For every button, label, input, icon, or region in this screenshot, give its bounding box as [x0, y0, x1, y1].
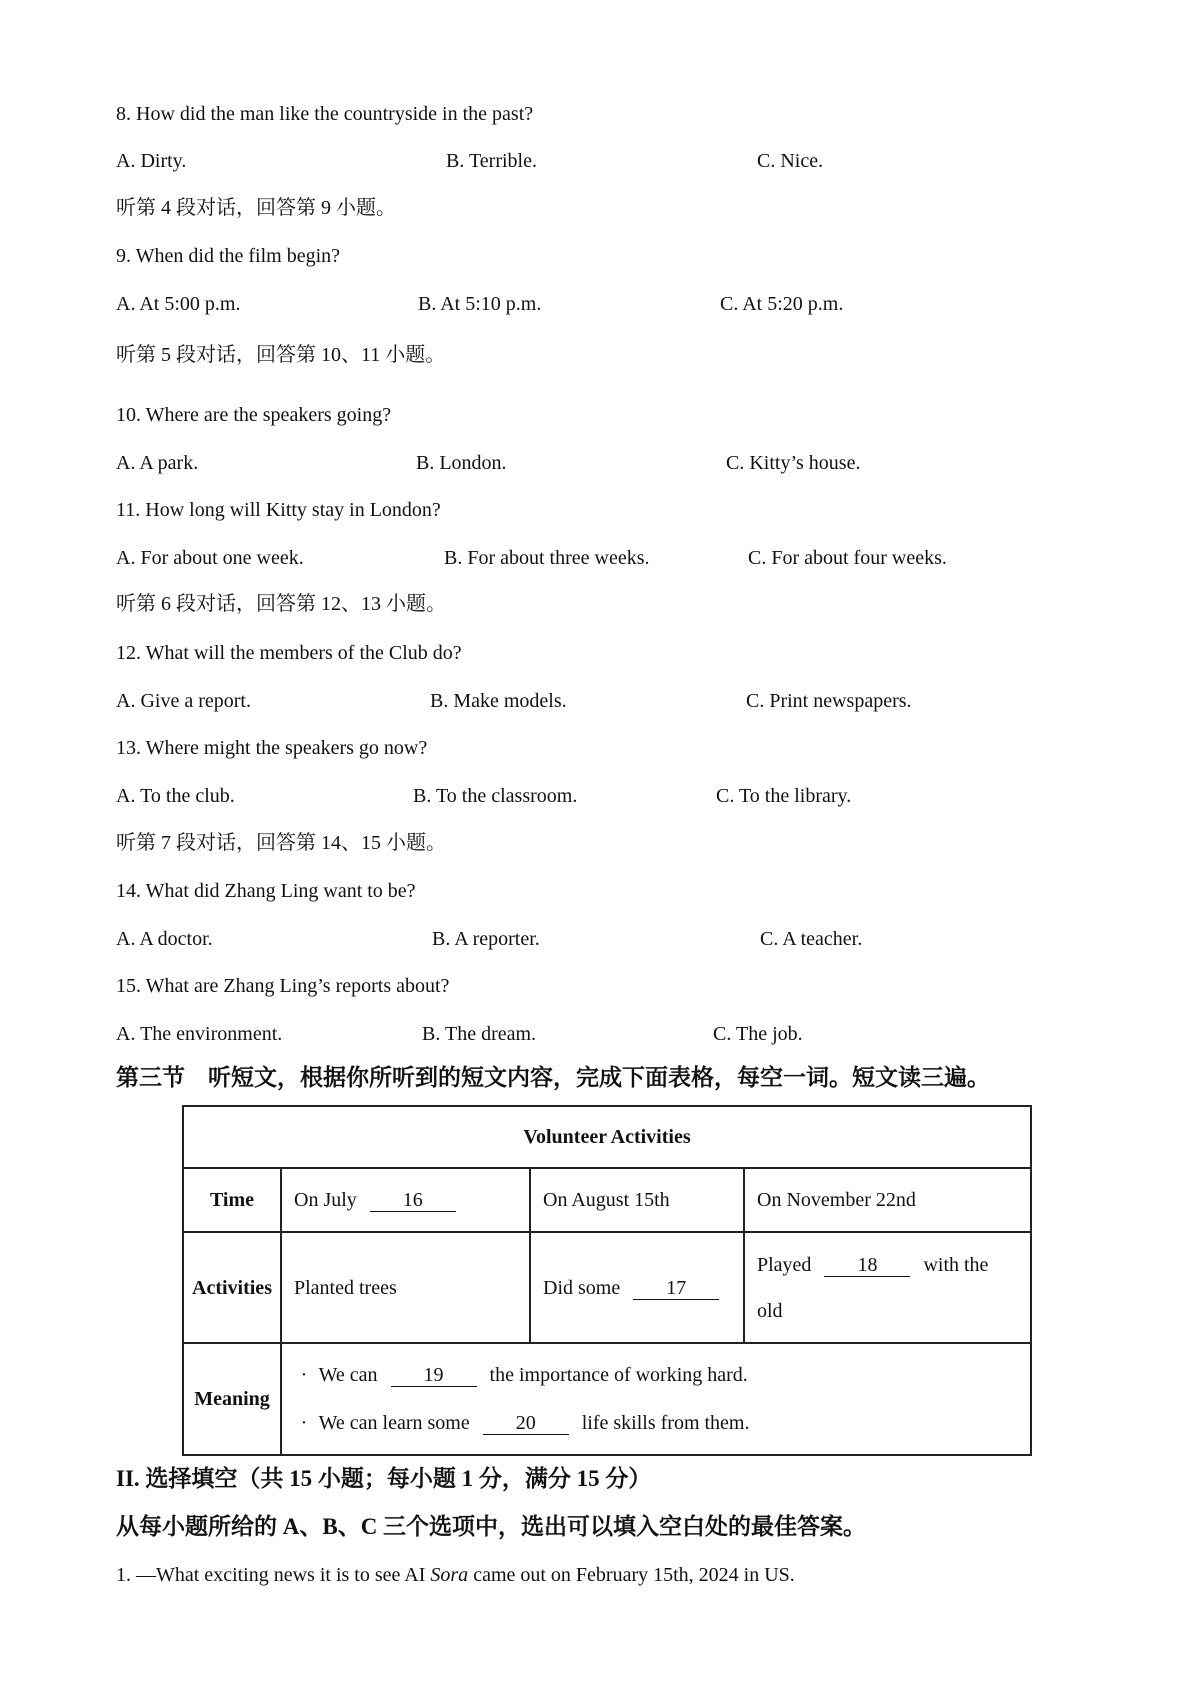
question-10: 10. Where are the speakers going? — [116, 404, 392, 426]
section-3-heading: 第三节 听短文，根据你所听到的短文内容，完成下面表格，每空一词。短文读三遍。 — [116, 1065, 990, 1090]
dialog-6-instruction: 听第 6 段对话，回答第 12、13 小题。 — [116, 593, 446, 615]
part-2-instruction: 从每小题所给的 A、B、C 三个选项中，选出可以填入空白处的最佳答案。 — [116, 1514, 867, 1539]
activity-3-suffix: with the — [923, 1253, 989, 1276]
dialog-5-instruction: 听第 5 段对话，回答第 10、11 小题。 — [116, 344, 446, 366]
q11-option-c: C. For about four weeks. — [748, 547, 947, 569]
q8-option-c: C. Nice. — [757, 150, 824, 172]
q10-option-c: C. Kitty’s house. — [726, 452, 861, 474]
q11-option-a: A. For about one week. — [116, 547, 304, 569]
bullet-2: · — [300, 1412, 308, 1434]
activity-cell-1: Planted trees — [281, 1232, 530, 1343]
activity-3-line-2: old — [757, 1299, 783, 1322]
q1-suffix: came out on February 15th, 2024 in US. — [468, 1564, 795, 1586]
time-1-prefix: On July — [294, 1189, 357, 1211]
q8-option-b: B. Terrible. — [446, 150, 537, 172]
activity-cell-3 — [744, 1232, 1031, 1343]
blank-18: 18 — [824, 1254, 910, 1277]
blank-16: 16 — [370, 1189, 456, 1212]
question-14: 14. What did Zhang Ling want to be? — [116, 880, 416, 902]
time-cell-2: On August 15th — [530, 1168, 744, 1232]
meaning-2-prefix: We can learn some — [318, 1412, 470, 1434]
meaning-2-suffix: life skills from them. — [581, 1412, 750, 1434]
question-1 — [116, 1563, 795, 1587]
question-15: 15. What are Zhang Ling’s reports about? — [116, 975, 450, 997]
dialog-7-instruction: 听第 7 段对话，回答第 14、15 小题。 — [116, 832, 446, 854]
q15-option-c: C. The job. — [713, 1023, 803, 1045]
q9-option-b: B. At 5:10 p.m. — [418, 293, 542, 315]
q14-option-c: C. A teacher. — [760, 928, 863, 950]
bullet-1: · — [300, 1364, 308, 1386]
question-8: 8. How did the man like the countryside in the past? — [116, 103, 534, 125]
blank-19: 19 — [391, 1364, 477, 1387]
activity-3-prefix: Played — [757, 1253, 812, 1276]
q14-option-b: B. A reporter. — [432, 928, 540, 950]
q9-option-a: A. At 5:00 p.m. — [116, 293, 241, 315]
q11-option-b: B. For about three weeks. — [444, 547, 650, 569]
row-header-time: Time — [183, 1168, 281, 1232]
meaning-cell — [281, 1343, 1031, 1455]
q12-option-a: A. Give a report. — [116, 690, 251, 712]
meaning-line-1 — [294, 1351, 1018, 1399]
row-header-activities: Activities — [183, 1232, 281, 1343]
q1-prefix: 1. —What exciting news it is to see AI — [116, 1564, 431, 1586]
q10-option-a: A. A park. — [116, 452, 199, 474]
q12-option-b: B. Make models. — [430, 690, 567, 712]
meaning-line-2 — [294, 1399, 1018, 1447]
q15-option-a: A. The environment. — [116, 1023, 283, 1045]
volunteer-activities-table — [182, 1105, 1032, 1456]
q1-italic: Sora — [430, 1564, 469, 1586]
q13-option-b: B. To the classroom. — [413, 785, 578, 807]
activity-2-prefix: Did some — [543, 1276, 621, 1299]
time-cell-3: On November 22nd — [744, 1168, 1031, 1232]
table-title: Volunteer Activities — [183, 1106, 1031, 1168]
blank-20: 20 — [483, 1412, 569, 1435]
question-12: 12. What will the members of the Club do? — [116, 642, 462, 664]
q8-option-a: A. Dirty. — [116, 150, 187, 172]
q13-option-c: C. To the library. — [716, 785, 852, 807]
q13-option-a: A. To the club. — [116, 785, 235, 807]
time-cell-1 — [281, 1168, 530, 1232]
q10-option-b: B. London. — [416, 452, 507, 474]
q12-option-c: C. Print newspapers. — [746, 690, 912, 712]
activity-cell-2 — [530, 1232, 744, 1343]
row-header-meaning: Meaning — [183, 1343, 281, 1455]
meaning-1-prefix: We can — [318, 1364, 378, 1386]
q14-option-a: A. A doctor. — [116, 928, 213, 950]
question-13: 13. Where might the speakers go now? — [116, 737, 428, 759]
question-9: 9. When did the film begin? — [116, 245, 341, 267]
question-11: 11. How long will Kitty stay in London? — [116, 499, 441, 521]
part-2-heading: II. 选择填空（共 15 小题；每小题 1 分，满分 15 分） — [116, 1466, 652, 1491]
q9-option-c: C. At 5:20 p.m. — [720, 293, 844, 315]
meaning-1-suffix: the importance of working hard. — [489, 1364, 748, 1386]
dialog-4-instruction: 听第 4 段对话，回答第 9 小题。 — [116, 197, 396, 219]
q15-option-b: B. The dream. — [422, 1023, 537, 1045]
blank-17: 17 — [633, 1277, 719, 1300]
